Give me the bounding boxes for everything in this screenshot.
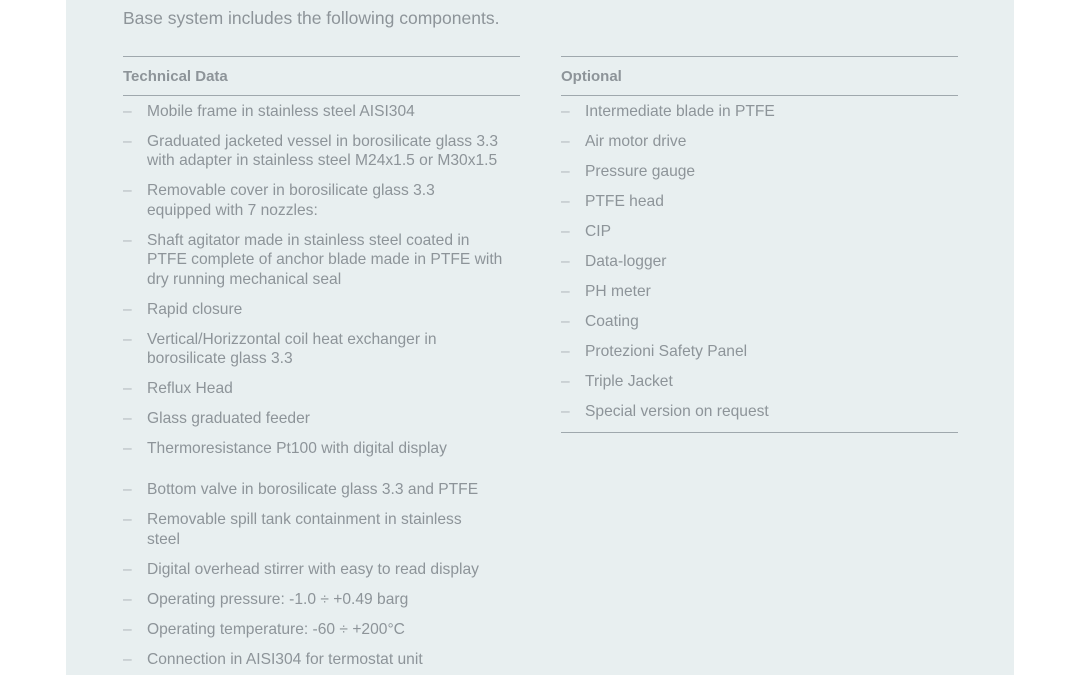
list-item: – Protezioni Safety Panel — [561, 343, 748, 360]
dash-bullet: – — [123, 103, 132, 120]
dash-bullet: – — [561, 373, 570, 390]
list-item: – Data-logger — [561, 253, 667, 270]
technical-data-heading: Technical Data — [123, 57, 520, 96]
content-panel — [66, 0, 1014, 675]
dash-bullet: – — [123, 590, 132, 608]
dash-bullet: – — [561, 253, 570, 270]
dash-bullet: – — [123, 182, 132, 200]
dash-bullet: – — [123, 481, 132, 499]
list-item: – Coating — [561, 313, 639, 330]
list-item: – Removable cover in borosilicate glass 3.3 equipped with 7 nozzles: — [123, 182, 435, 219]
dash-bullet: – — [123, 380, 132, 398]
list-item: – Special version on request — [561, 403, 769, 420]
optional-column — [561, 56, 958, 433]
dash-bullet: – — [123, 620, 132, 638]
dash-bullet: – — [561, 133, 570, 150]
dash-bullet: – — [561, 343, 570, 360]
list-item: – Vertical/Horizzontal coil heat exchanger in borosilicate glass 3.3 — [123, 330, 437, 368]
dash-bullet: – — [123, 231, 132, 249]
dash-bullet: – — [123, 560, 132, 578]
list-item: – Rapid closure — [123, 300, 243, 318]
list-item: – Mobile frame in stainless steel AISI304 — [123, 103, 415, 120]
list-item: – Glass graduated feeder — [123, 410, 310, 428]
list-item: – Pressure gauge — [561, 163, 696, 180]
dash-bullet: – — [123, 650, 132, 668]
section-divider — [561, 432, 958, 433]
list-item: – Shaft agitator made in stainless steel coated in PTFE complete of anchor blade made in PTFE with dry running mechanical seal — [123, 231, 503, 288]
dash-bullet: – — [123, 300, 132, 318]
list-item: – Digital overhead stirrer with easy to read display — [123, 560, 479, 578]
dash-bullet: – — [123, 440, 132, 458]
dash-bullet: – — [561, 283, 570, 300]
list-item: – Bottom valve in borosilicate glass 3.3 and PTFE — [123, 481, 479, 499]
dash-bullet: – — [123, 330, 132, 348]
technical-data-list — [123, 96, 520, 669]
dash-bullet: – — [561, 193, 570, 210]
dash-bullet: – — [561, 403, 570, 420]
list-item: – Operating pressure: -1.0 ÷ +0.49 barg — [123, 590, 409, 608]
list-item: – Triple Jacket — [561, 373, 673, 390]
dash-bullet: – — [561, 163, 570, 180]
optional-list — [561, 96, 958, 421]
dash-bullet: – — [561, 103, 570, 120]
list-item: – Thermoresistance Pt100 with digital display — [123, 440, 447, 458]
dash-bullet: – — [123, 133, 132, 150]
list-item: – Air motor drive — [561, 133, 687, 150]
list-item: – Connection in AISI304 for termostat unit — [123, 650, 423, 668]
optional-heading: Optional — [561, 57, 958, 96]
list-item: – PH meter — [561, 283, 651, 300]
dash-bullet: – — [561, 313, 570, 330]
list-item: – Intermediate blade in PTFE — [561, 103, 775, 120]
list-item: – Graduated jacketed vessel in borosilicate glass 3.3 with adapter in stainless steel M24x1.5 or M30x1.5 — [123, 133, 499, 170]
list-item: – Operating temperature: -60 ÷ +200°C — [123, 620, 405, 638]
list-item: – CIP — [561, 223, 611, 240]
dash-bullet: – — [123, 511, 132, 529]
intro-text: Base system includes the following components. — [123, 8, 500, 28]
list-item: – PTFE head — [561, 193, 664, 210]
dash-bullet: – — [123, 410, 132, 428]
dash-bullet: – — [561, 223, 570, 240]
list-item: – Removable spill tank containment in stainless steel — [123, 511, 462, 548]
technical-data-column — [123, 56, 520, 675]
list-item: – Reflux Head — [123, 380, 233, 398]
